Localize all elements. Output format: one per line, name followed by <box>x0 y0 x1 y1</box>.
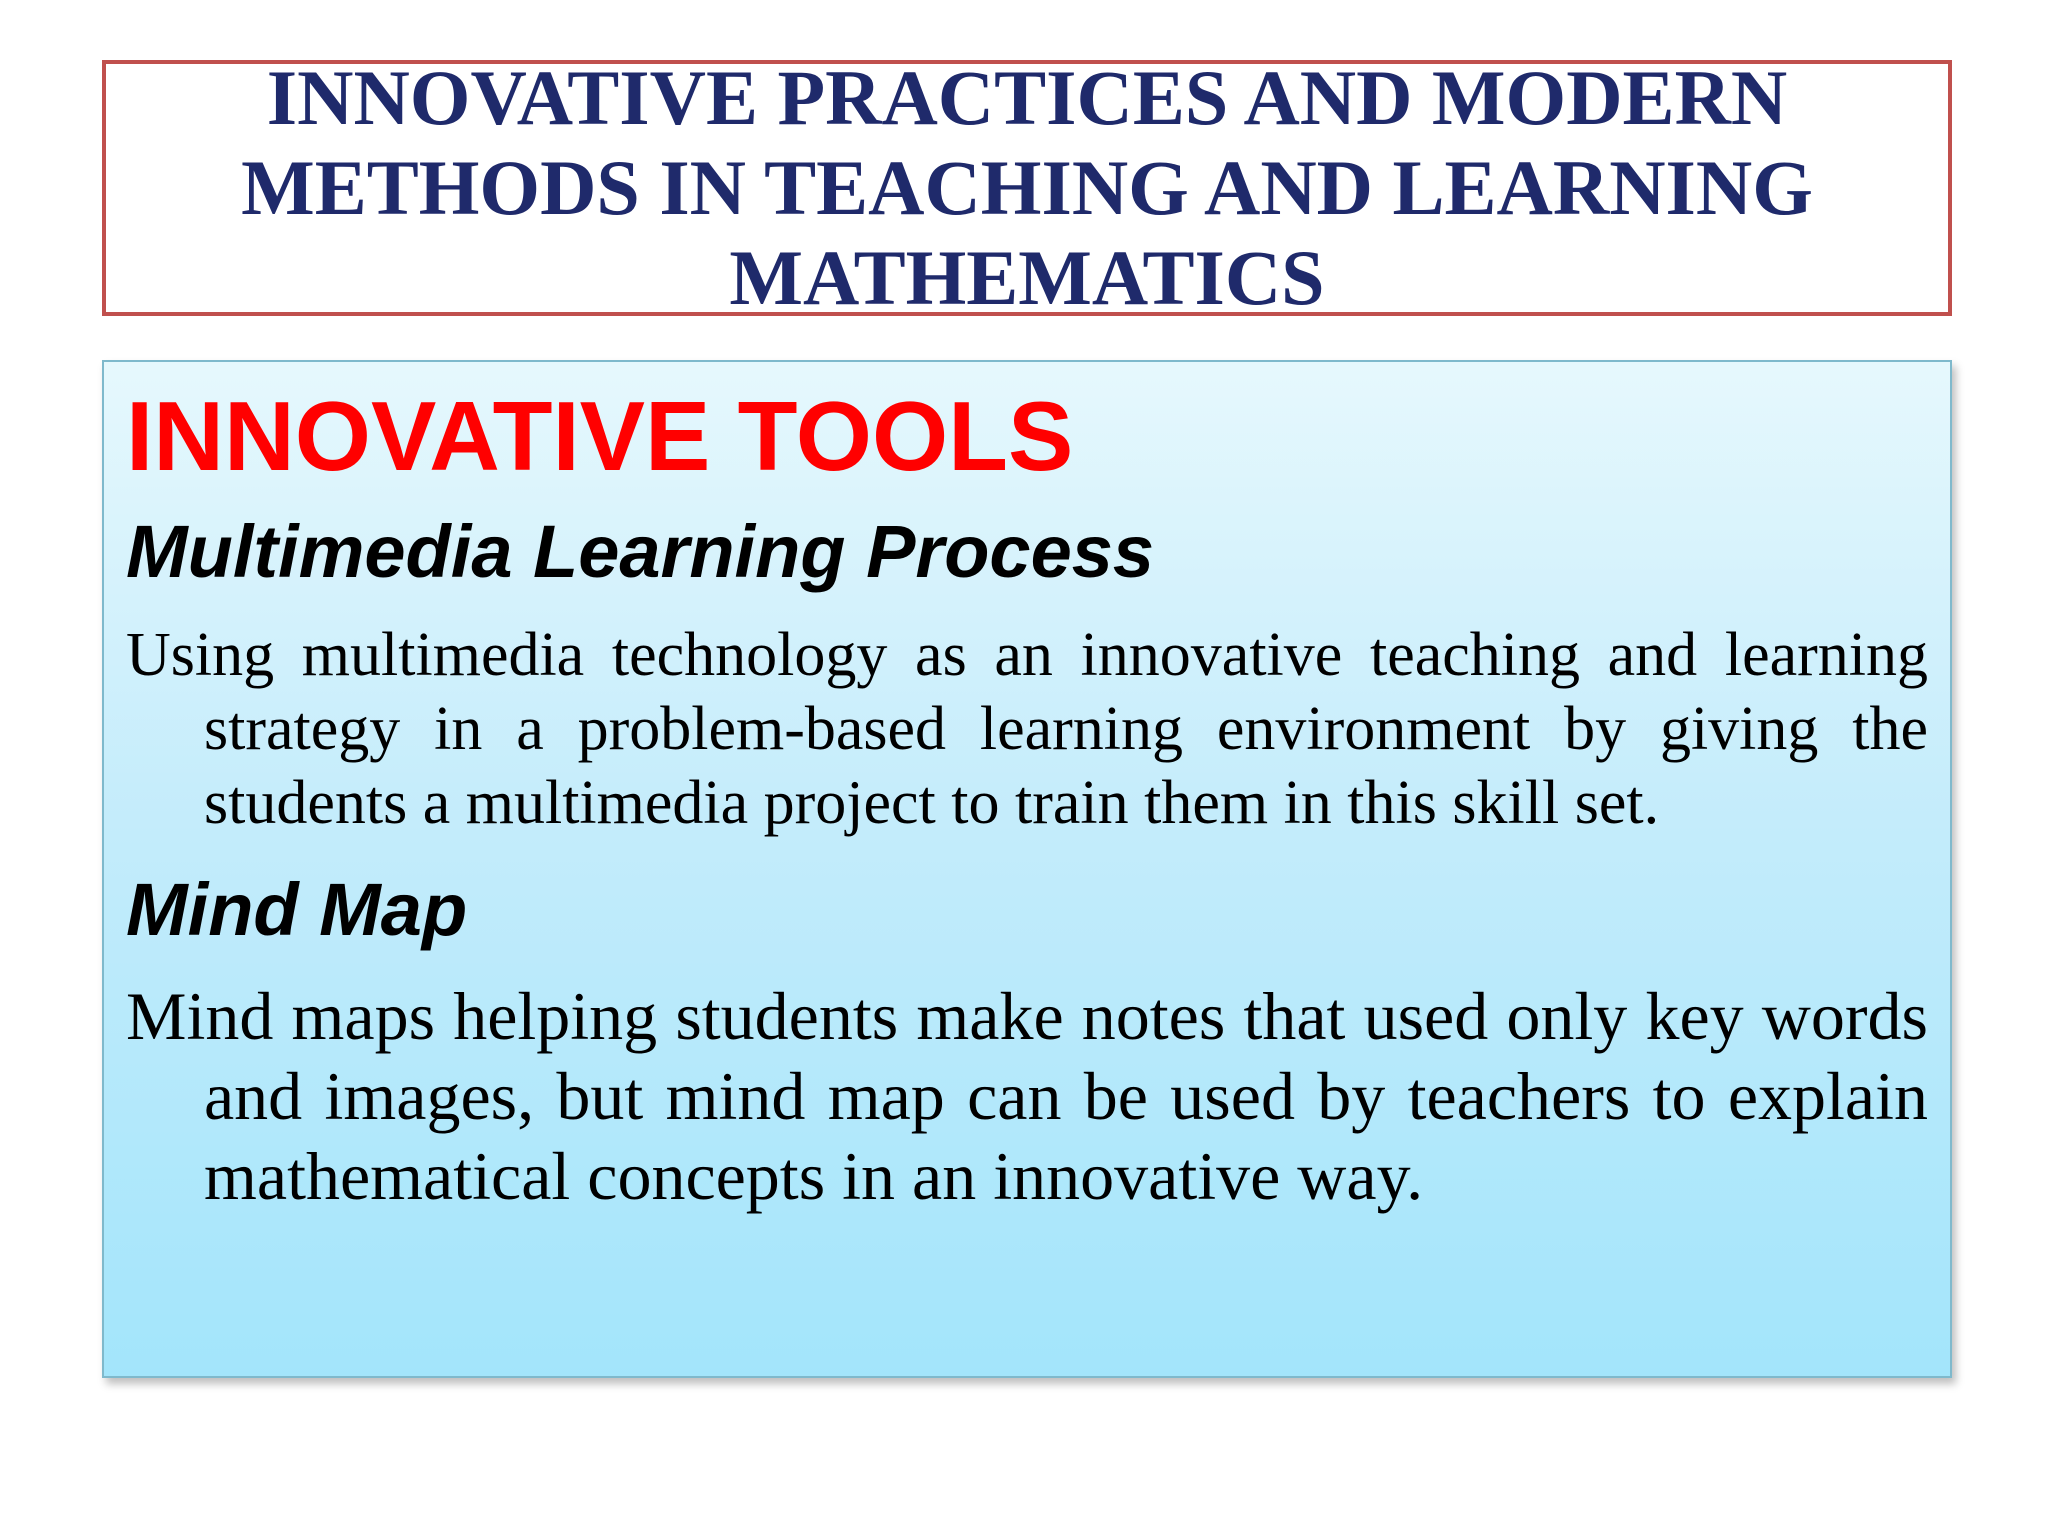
content-box <box>102 360 1952 1378</box>
title-box <box>102 54 1952 321</box>
mind-map-paragraph: Mind maps helping students make notes that used only key words and images, but mind map can be used by teachers to explain mathematical concepts in an innovative way. <box>126 978 1928 1214</box>
multimedia-paragraph: Using multimedia technology as an innovative teaching and learning strategy in a problem-based learning environment by giving the students a multimedia project to train them in this skill set. <box>126 621 1928 837</box>
section-heading: INNOVATIVE TOOLS <box>126 381 1074 491</box>
slide-title: INNOVATIVE PRACTICES AND MODERN METHODS IN TEACHING AND LEARNING MATHEMATICS <box>241 54 1813 321</box>
mind-map-heading: Mind Map <box>126 868 468 951</box>
multimedia-heading: Multimedia Learning Process <box>126 510 1155 593</box>
